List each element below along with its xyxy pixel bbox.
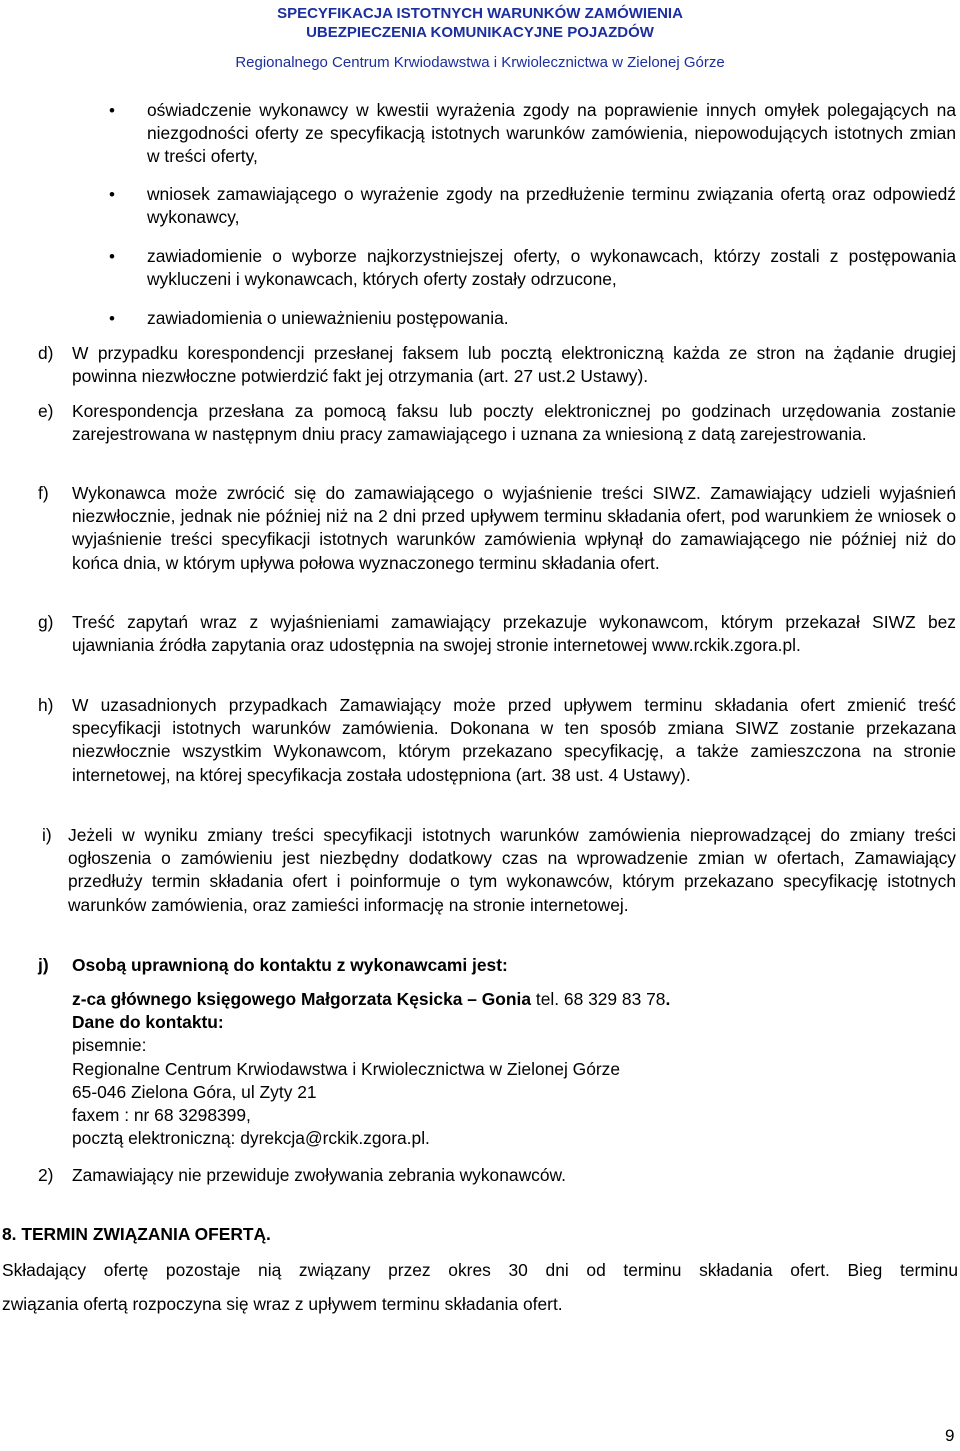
- contact-person: z-ca głównego księgowego Małgorzata Kęsicka – Gonia: [72, 989, 532, 1009]
- section-8-line-2: związania ofertą rozpoczyna się wraz z upływem terminu składania ofert.: [2, 1294, 563, 1314]
- section-8-line-1: Składający ofertę pozostaje nią związany przez okres 30 dni od terminu składania ofert. Bieg terminu: [2, 1260, 958, 1280]
- contact-block: [72, 988, 956, 1150]
- item-label-h: h): [38, 695, 54, 715]
- bullet-item-4: zawiadomienia o unieważnieniu postępowania.: [147, 308, 509, 328]
- item-label-2: 2): [38, 1165, 54, 1185]
- page-header: [0, 4, 960, 72]
- header-title-line-1: SPECYFIKACJA ISTOTNYCH WARUNKÓW ZAMÓWIENIA: [277, 5, 683, 22]
- bullet-icon: •: [109, 101, 115, 120]
- bullet-item-2: wniosek zamawiającego o wyrażenie zgody na przedłużenie terminu związania ofertą oraz odpowiedź wykonawcy,: [147, 184, 956, 228]
- item-2-text: Zamawiający nie przewiduje zwoływania zebrania wykonawców.: [72, 1165, 566, 1185]
- item-g-text: Treść zapytań wraz z wyjaśnieniami zamawiający przekazuje wykonawcom, którym przekazał SIWZ bez ujawniania źródła zapytania oraz udostępnia na swojej stronie internetowej www.rckik.zgora.pl.: [72, 612, 956, 656]
- item-label-f: f): [38, 483, 49, 503]
- item-h-text: W uzasadnionych przypadkach Zamawiający może przed upływem terminu składania ofert zmienić treść specyfikacji istotnych warunków zamówienia. Dokonana w ten sposób zmiana SIWZ zostanie przekazana niezwłocznie wszystkim Wykonawcom, którym przekazano specyfikację, a także zamieszczona na stronie internetowej, na której specyfikacja została udostępniona (art. 38 ust. 4 Ustawy).: [72, 695, 956, 785]
- bullet-icon: •: [109, 185, 115, 204]
- contact-line: faxem : nr 68 3298399,: [72, 1105, 251, 1126]
- item-label-j: j): [38, 955, 49, 975]
- contact-phone: tel. 68 329 83 78: [531, 989, 666, 1009]
- section-8-heading: 8. TERMIN ZWIĄZANIA OFERTĄ.: [2, 1224, 271, 1244]
- page-number: 9: [945, 1426, 955, 1445]
- item-i-text: Jeżeli w wyniku zmiany treści specyfikacji istotnych warunków zamówienia nieprowadzącej do zmiany treści ogłoszenia o zamówieniu jest niezbędny dodatkowy czas na wprowadzenie zmian w ofertach, Zamawiający przedłuży termin składania ofert i poinformuje o tym wykonawców, którym przekazano specyfikację istotnych warunków zamówienia, oraz zamieści informację na stronie internetowej.: [68, 825, 956, 915]
- contact-phone-dot: .: [665, 989, 671, 1009]
- item-label-i: i): [42, 825, 52, 845]
- contact-heading: Dane do kontaktu:: [72, 1012, 224, 1033]
- item-label-d: d): [38, 343, 54, 363]
- contact-line: 65-046 Zielona Góra, ul Zyty 21: [72, 1081, 317, 1102]
- contact-person-line: [72, 988, 956, 1011]
- bullet-item-1: oświadczenie wykonawcy w kwestii wyrażenia zgody na poprawienie innych omyłek polegających na niezgodności oferty ze specyfikacją istotnych warunków zamówienia, niepowodujących istotnych zmian w treści oferty,: [147, 100, 956, 167]
- contact-email-line: pocztą elektroniczną: dyrekcja@rckik.zgora.pl.: [72, 1128, 430, 1149]
- item-label-g: g): [38, 612, 54, 632]
- item-f-text: Wykonawca może zwrócić się do zamawiającego o wyjaśnienie treści SIWZ. Zamawiający udzieli wyjaśnień niezwłocznie, jednak nie później niż na 2 dni przed upływem terminu składania ofert, pod warunkiem że wniosek o wyjaśnienie treści specyfikacji istotnych warunków zamówienia wpłynął do zamawiającego nie później niż do końca dnia, w którym upływa połowa wyznaczonego terminu składania ofert.: [72, 483, 956, 573]
- contact-line: pisemnie:: [72, 1035, 147, 1056]
- item-d-text: W przypadku korespondencji przesłanej faksem lub pocztą elektroniczną każda ze stron na żądanie drugiej powinna niezwłoczne potwierdzić fakt jej otrzymania (art. 27 ust.2 Ustawy).: [72, 343, 956, 387]
- header-title-line-2: UBEZPIECZENIA KOMUNIKACYJNE POJAZDÓW: [306, 24, 654, 41]
- header-subtitle: Regionalnego Centrum Krwiodawstwa i Krwiolecznictwa w Zielonej Górze: [235, 54, 725, 71]
- item-j-text: Osobą uprawnioną do kontaktu z wykonawcami jest:: [72, 955, 508, 975]
- bullet-icon: •: [109, 309, 115, 328]
- item-label-e: e): [38, 401, 54, 421]
- bullet-icon: •: [109, 247, 115, 266]
- bullet-item-3: zawiadomienie o wyborze najkorzystniejszej oferty, o wykonawcach, którzy zostali z postępowania wykluczeni i wykonawcach, których oferty zostały odrzucone,: [147, 246, 956, 290]
- contact-line: Regionalne Centrum Krwiodawstwa i Krwiolecznictwa w Zielonej Górze: [72, 1058, 621, 1079]
- item-e-text: Korespondencja przesłana za pomocą faksu lub poczty elektronicznej po godzinach urzędowania zostanie zarejestrowana w następnym dniu pracy zamawiającego i uznana za wniesioną z datą zarejestrowania.: [72, 401, 956, 445]
